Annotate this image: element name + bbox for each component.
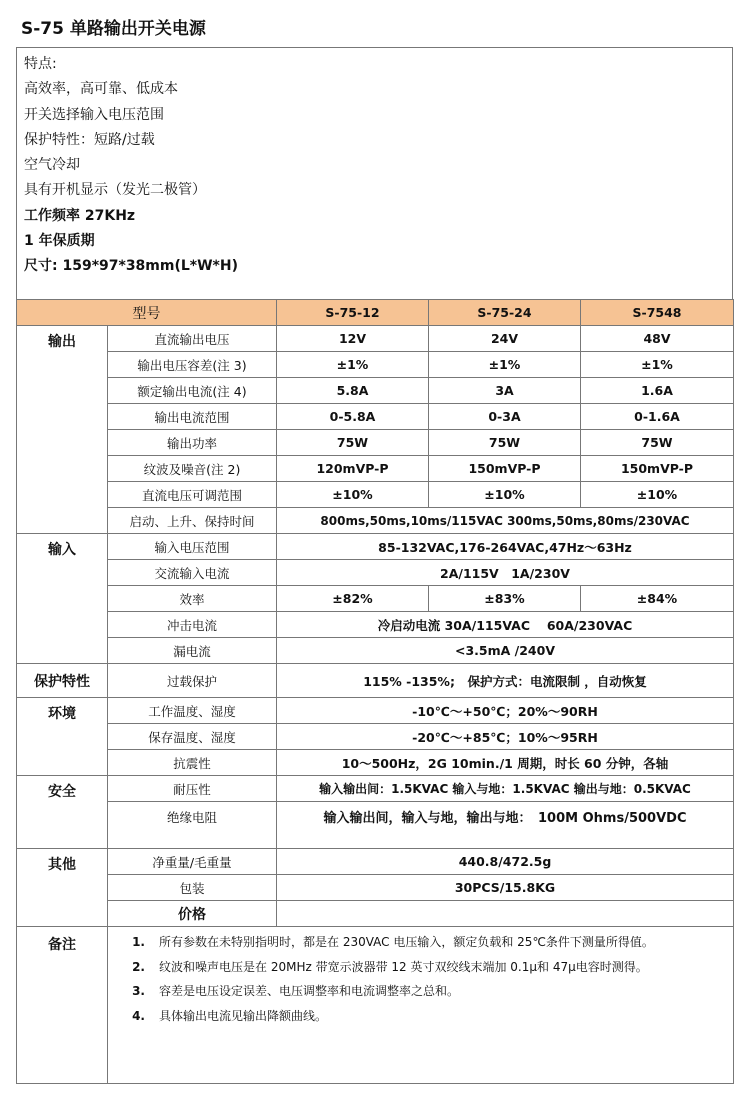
cell-value: ±84% xyxy=(581,586,734,612)
table-row xyxy=(17,698,734,724)
row-label: 直流电压可调范围 xyxy=(108,482,277,508)
table-row xyxy=(17,586,734,612)
feature-item: 工作频率 27KHz xyxy=(24,207,136,224)
cell-value: 75W xyxy=(277,430,429,456)
row-label: 交流输入电流 xyxy=(108,560,277,586)
cell-value: 2A/115V 1A/230V xyxy=(277,560,734,586)
table-row xyxy=(17,802,734,849)
cell-value: ±1% xyxy=(429,352,581,378)
table-row xyxy=(17,901,734,927)
cell-value: ±1% xyxy=(581,352,734,378)
row-label: 额定输出电流(注 4) xyxy=(108,378,277,404)
cell-value: 输入输出间，输入与地，输出与地： 100M Ohms/500VDC xyxy=(277,802,734,849)
group-output: 输出 xyxy=(17,326,108,534)
cell-value: 10～500Hz，2G 10min./1 周期，时长 60 分钟，各轴 xyxy=(277,750,734,776)
cell-value: ±10% xyxy=(429,482,581,508)
notes-row xyxy=(17,927,734,1084)
table-row xyxy=(17,430,734,456)
model-type-label: 型号 xyxy=(17,300,277,326)
feature-item: 空气冷却 xyxy=(24,157,80,174)
cell-value: 150mVP-P xyxy=(429,456,581,482)
cell-value: -10℃～+50℃；20%～90RH xyxy=(277,698,734,724)
cell-value: <3.5mA /240V xyxy=(277,638,734,664)
cell-value: 75W xyxy=(429,430,581,456)
page-title: S-75 单路输出开关电源 xyxy=(21,19,206,39)
table-row xyxy=(17,482,734,508)
cell-value: ±10% xyxy=(277,482,429,508)
group-other: 其他 xyxy=(17,849,108,927)
model-header-row xyxy=(17,300,734,326)
note-number: 1. xyxy=(132,935,145,949)
row-label: 保存温度、湿度 xyxy=(108,724,277,750)
row-label: 漏电流 xyxy=(108,638,277,664)
cell-value: 800ms,50ms,10ms/115VAC 300ms,50ms,80ms/230VAC xyxy=(277,508,734,534)
row-label: 输入电压范围 xyxy=(108,534,277,560)
table-row xyxy=(17,776,734,802)
row-label: 直流输出电压 xyxy=(108,326,277,352)
group-input: 输入 xyxy=(17,534,108,664)
cell-value: 440.8/472.5g xyxy=(277,849,734,875)
row-label: 效率 xyxy=(108,586,277,612)
cell-value: 30PCS/15.8KG xyxy=(277,875,734,901)
features-heading: 特点: xyxy=(24,56,57,72)
row-label: 过载保护 xyxy=(108,664,277,698)
cell-value: 输入输出间：1.5KVAC 输入与地：1.5KVAC 输出与地：0.5KVAC xyxy=(277,776,734,802)
notes-cell xyxy=(108,927,734,1084)
cell-value: 3A xyxy=(429,378,581,404)
row-label: 净重量/毛重量 xyxy=(108,849,277,875)
row-label: 耐压性 xyxy=(108,776,277,802)
table-row xyxy=(17,404,734,430)
note-item xyxy=(108,1004,733,1029)
spec-table xyxy=(16,299,734,1084)
table-row xyxy=(17,352,734,378)
model-name: S-75-12 xyxy=(277,300,429,326)
cell-value: ±1% xyxy=(277,352,429,378)
cell-value xyxy=(277,901,734,927)
cell-value: ±82% xyxy=(277,586,429,612)
cell-value: 0-5.8A xyxy=(277,404,429,430)
cell-value: 0-3A xyxy=(429,404,581,430)
features-box xyxy=(16,47,733,299)
feature-item: 具有开机显示（发光二极管） xyxy=(24,182,206,199)
note-text: 具体输出电流见输出降额曲线。 xyxy=(159,1009,328,1024)
cell-value: 48V xyxy=(581,326,734,352)
table-row xyxy=(17,875,734,901)
table-row xyxy=(17,508,734,534)
note-number: 2. xyxy=(132,959,145,974)
model-name: S-7548 xyxy=(581,300,734,326)
cell-value: 1.6A xyxy=(581,378,734,404)
table-row xyxy=(17,560,734,586)
row-label: 价格 xyxy=(108,901,277,927)
feature-item: 高效率，高可靠、低成本 xyxy=(24,81,178,98)
row-label: 抗震性 xyxy=(108,750,277,776)
row-label: 启动、上升、保持时间 xyxy=(108,508,277,534)
table-row xyxy=(17,664,734,698)
feature-item: 尺寸: 159*97*38mm(L*W*H) xyxy=(24,258,238,275)
cell-value: 150mVP-P xyxy=(581,456,734,482)
group-safety: 安全 xyxy=(17,776,108,849)
cell-value: ±83% xyxy=(429,586,581,612)
cell-value: 115% -135%; 保护方式：电流限制 ，自动恢复 xyxy=(277,664,734,698)
feature-item: 保护特性：短路/过载 xyxy=(24,131,155,148)
cell-value: 0-1.6A xyxy=(581,404,734,430)
table-row xyxy=(17,378,734,404)
table-row xyxy=(17,612,734,638)
note-item xyxy=(108,979,733,1004)
group-environment: 环境 xyxy=(17,698,108,776)
row-label: 纹波及噪音(注 2) xyxy=(108,456,277,482)
cell-value: 12V xyxy=(277,326,429,352)
row-label: 绝缘电阻 xyxy=(108,802,277,849)
cell-value: 24V xyxy=(429,326,581,352)
row-label: 冲击电流 xyxy=(108,612,277,638)
cell-value: 120mVP-P xyxy=(277,456,429,482)
row-label: 输出电流范围 xyxy=(108,404,277,430)
feature-item: 1 年保质期 xyxy=(24,233,95,250)
note-text: 纹波和噪声电压是在 20MHz 带宽示波器带 12 英寸双绞线末端加 0.1μ和 47μ电容时测得。 xyxy=(159,959,648,974)
table-row xyxy=(17,849,734,875)
note-number: 3. xyxy=(132,984,145,999)
note-text: 所有参数在未特别指明时，都是在 230VAC 电压输入，额定负载和 25℃条件下测量所得值。 xyxy=(159,935,654,949)
cell-value: ±10% xyxy=(581,482,734,508)
feature-item: 开关选择输入电压范围 xyxy=(24,106,164,123)
table-row xyxy=(17,724,734,750)
table-row xyxy=(17,534,734,560)
note-item xyxy=(108,955,733,980)
note-number: 4. xyxy=(132,1009,145,1024)
group-protection: 保护特性 xyxy=(17,664,108,698)
row-label: 输出电压容差(注 3) xyxy=(108,352,277,378)
model-name: S-75-24 xyxy=(429,300,581,326)
row-label: 工作温度、湿度 xyxy=(108,698,277,724)
note-item xyxy=(108,930,733,955)
note-text: 容差是电压设定误差、电压调整率和电流调整率之总和。 xyxy=(159,984,460,999)
cell-value: -20℃～+85℃；10%～95RH xyxy=(277,724,734,750)
row-label: 输出功率 xyxy=(108,430,277,456)
table-row xyxy=(17,456,734,482)
cell-value: 冷启动电流 30A/115VAC 60A/230VAC xyxy=(277,612,734,638)
table-row xyxy=(17,750,734,776)
table-row xyxy=(17,326,734,352)
row-label: 包装 xyxy=(108,875,277,901)
cell-value: 5.8A xyxy=(277,378,429,404)
cell-value: 85-132VAC,176-264VAC,47Hz～63Hz xyxy=(277,534,734,560)
table-row xyxy=(17,638,734,664)
cell-value: 75W xyxy=(581,430,734,456)
group-notes: 备注 xyxy=(17,927,108,1084)
